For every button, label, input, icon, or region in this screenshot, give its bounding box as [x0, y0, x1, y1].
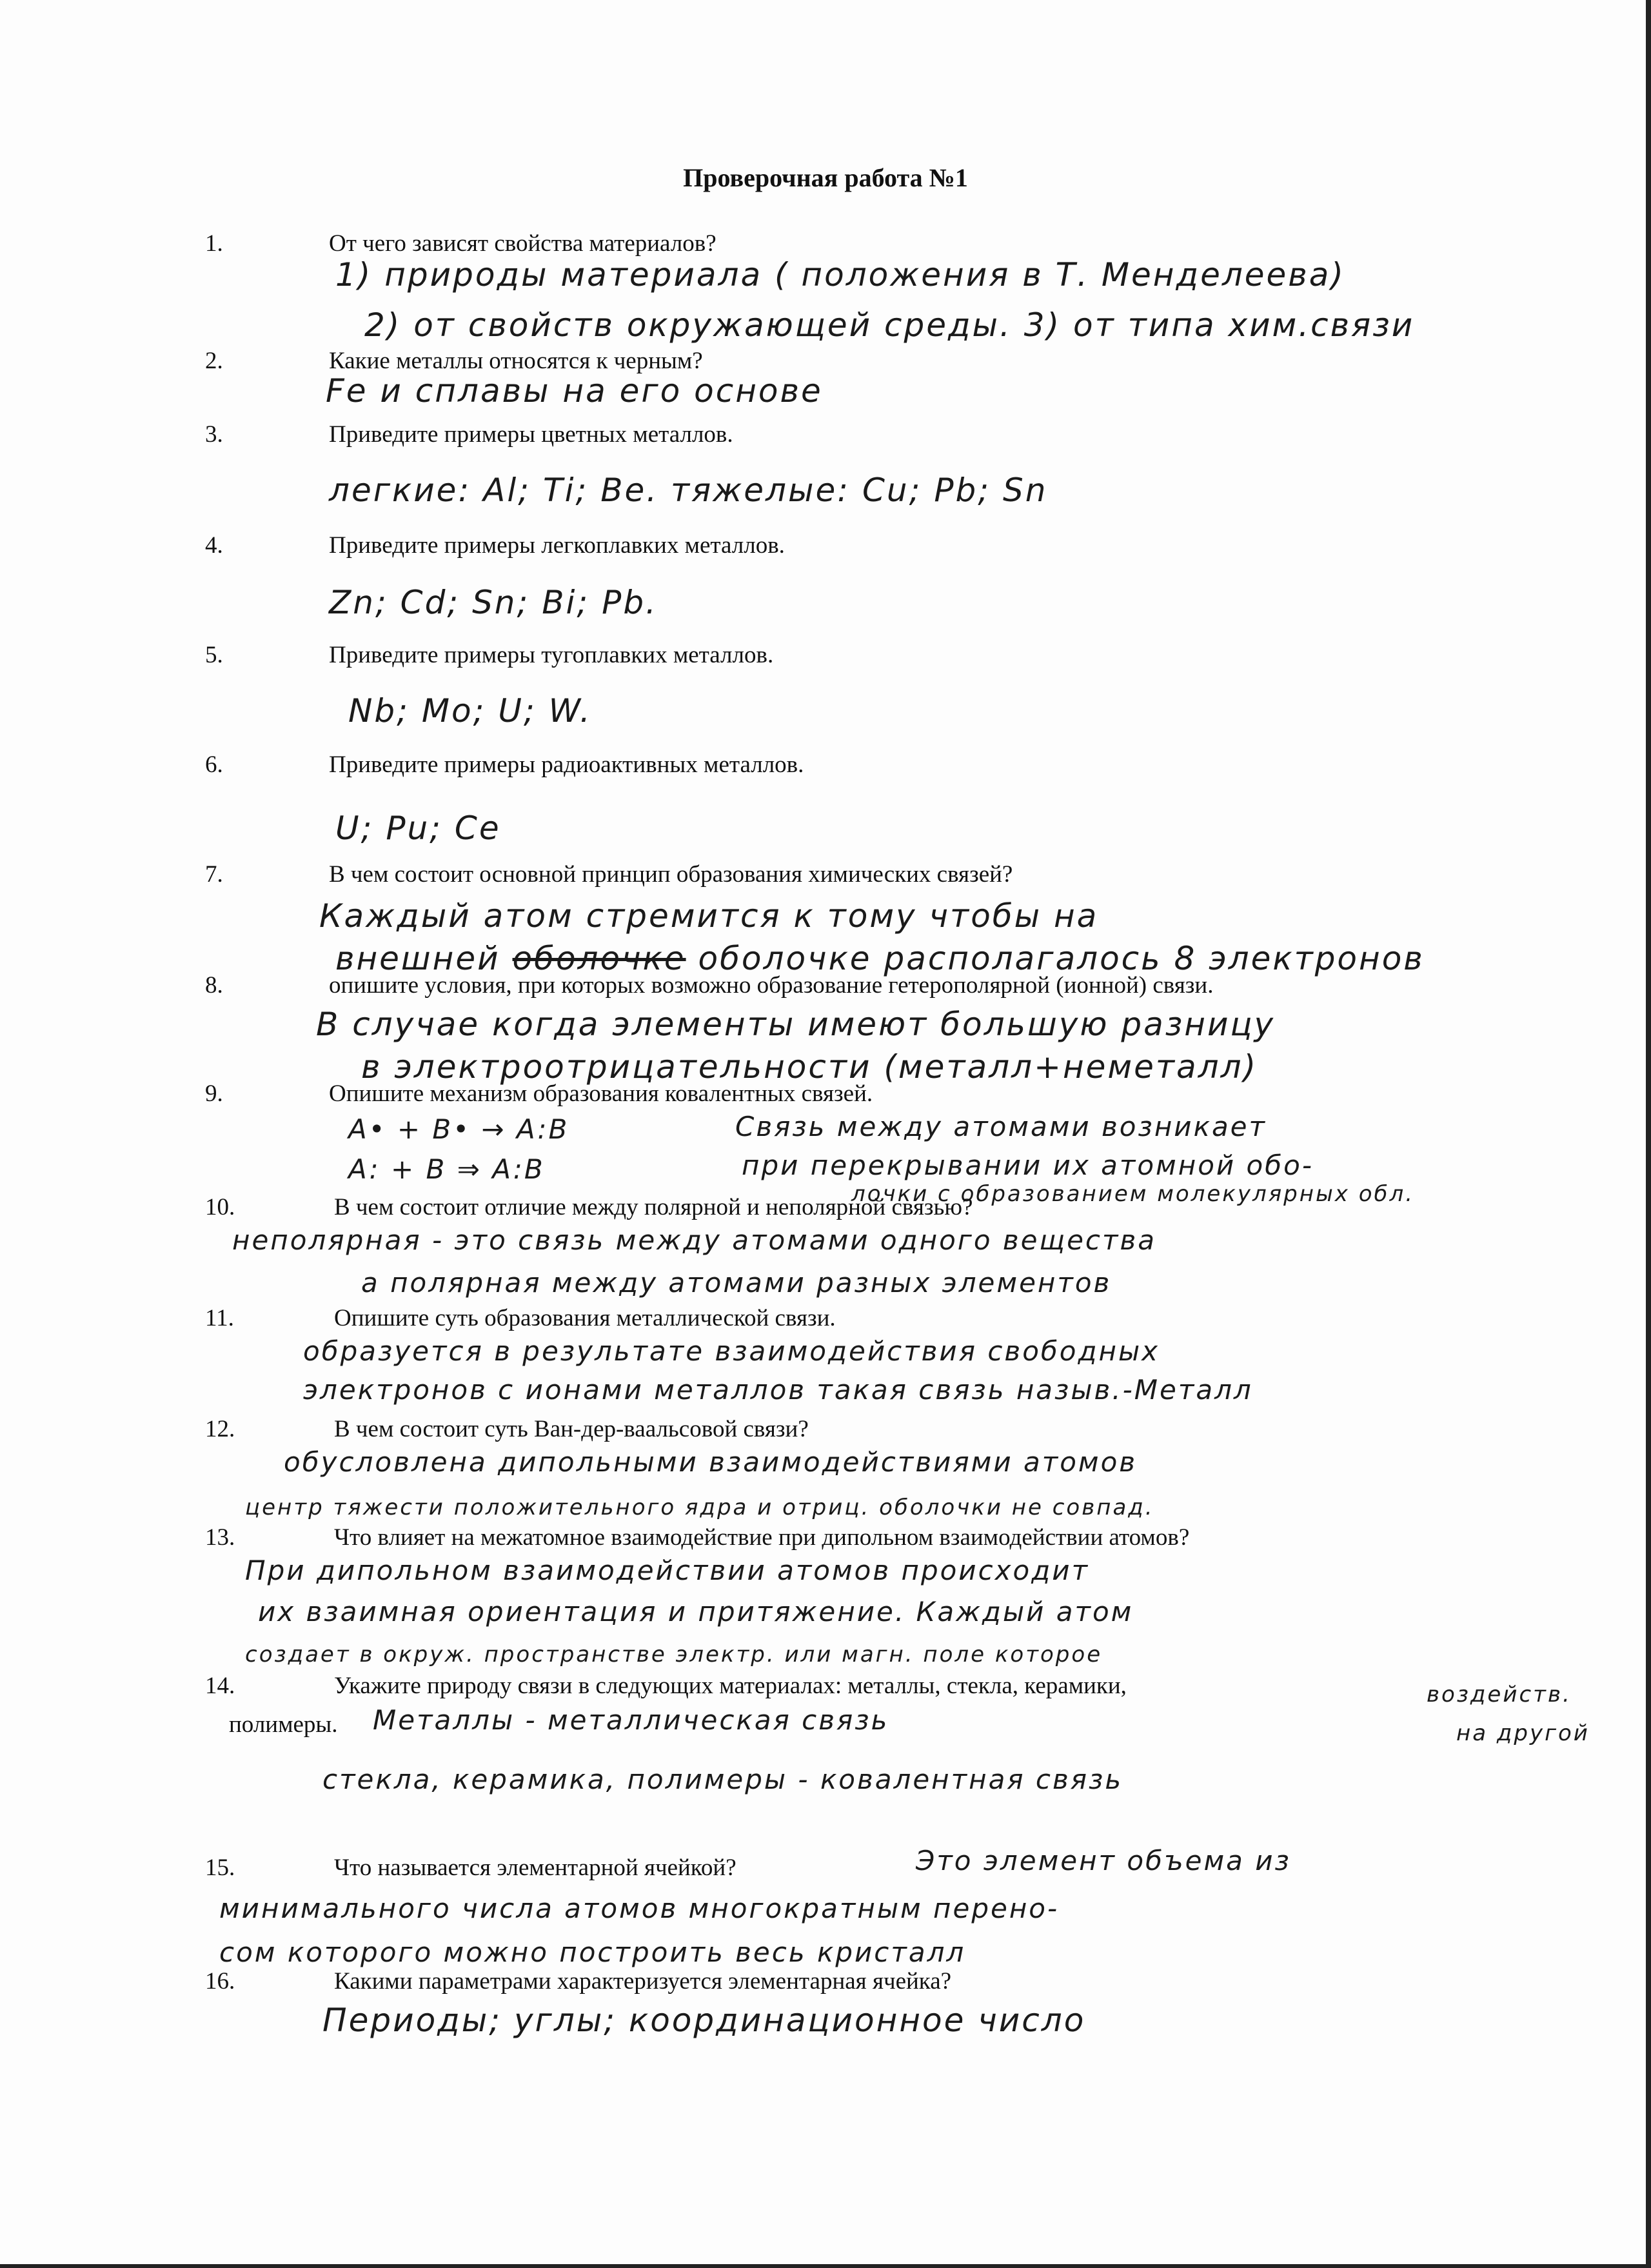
page-title: Проверочная работа №1	[683, 163, 968, 192]
question-number: 6.	[205, 751, 223, 778]
handwritten-answer: их взаимная ориентация и притяжение. Каждый атом	[258, 1596, 1134, 1627]
handwritten-answer: неполярная - это связь между атомами одного вещества	[232, 1224, 1156, 1256]
handwritten-answer: Zn; Cd; Sn; Bi; Pb.	[329, 584, 658, 621]
question-text: От чего зависят свойства материалов?	[329, 230, 717, 257]
handwritten-answer: U; Pu; Ce	[335, 810, 501, 847]
question-text: опишите условия, при которых возможно образование гетерополярной (ионной) связи.	[329, 972, 1214, 999]
handwritten-answer: Периоды; углы; координационное число	[322, 2002, 1086, 2039]
handwritten-answer: стекла, керамика, полимеры - ковалентная связь	[322, 1764, 1123, 1795]
handwritten-answer: центр тяжести положительного ядра и отриц. оболочки не совпад.	[245, 1495, 1154, 1520]
handwritten-answer	[335, 940, 1425, 977]
question-text-continued: полимеры.	[229, 1711, 338, 1738]
question-number: 10.	[205, 1194, 235, 1220]
handwritten-answer: Это элемент объема из	[916, 1845, 1291, 1876]
question-number: 11.	[205, 1305, 234, 1331]
handwritten-answer: при перекрывании их атомной обо-	[742, 1149, 1314, 1181]
question-text: Опишите суть образования металлической связи.	[334, 1305, 836, 1331]
handwritten-answer: В случае когда элементы имеют большую разницу	[316, 1006, 1276, 1043]
handwritten-answer: а полярная между атомами разных элементов	[361, 1267, 1112, 1298]
question-number: 8.	[205, 972, 223, 999]
question-number: 15.	[205, 1855, 235, 1881]
question-text: Укажите природу связи в следующих материалах: металлы, стекла, керамики,	[334, 1673, 1127, 1699]
question-text: Какие металлы относятся к черным?	[329, 348, 703, 374]
question-number: 9.	[205, 1080, 223, 1107]
handwritten-formula: A: + B ⇒ A:B	[348, 1153, 545, 1185]
handwritten-answer: легкие: Al; Ti; Be. тяжелые: Cu; Pb; Sn	[329, 472, 1048, 509]
question-text: В чем состоит отличие между полярной и неполярной связью?	[334, 1194, 973, 1220]
question-number: 1.	[205, 230, 223, 257]
handwritten-answer: сом которого можно построить весь кристалл	[219, 1936, 966, 1968]
question-number: 12.	[205, 1416, 235, 1442]
question-text: В чем состоит основной принцип образования химических связей?	[329, 861, 1013, 888]
handwritten-answer: лочки с образованием молекулярных обл.	[851, 1181, 1415, 1207]
handwritten-margin-note: на другой	[1456, 1720, 1590, 1746]
handwritten-answer: электронов с ионами металлов такая связь назыв.-Металл	[303, 1374, 1253, 1406]
handwritten-answer: Fe и сплавы на его основе	[326, 372, 823, 410]
question-text: Что называется элементарной ячейкой?	[334, 1855, 737, 1881]
handwritten-text: оболочке располагалось 8 электронов	[686, 940, 1425, 977]
handwritten-answer: Металлы - металлическая связь	[373, 1704, 889, 1736]
handwritten-answer: Nb; Mo; U; W.	[348, 692, 592, 730]
handwritten-answer: 2) от свойств окружающей среды. 3) от типа хим.связи	[364, 306, 1415, 344]
handwritten-answer: При дипольном взаимодействии атомов происходит	[245, 1555, 1090, 1586]
scan-edge-bottom	[0, 2264, 1651, 2268]
question-text: Опишите механизм образования ковалентных связей.	[329, 1080, 873, 1107]
question-text: Что влияет на межатомное взаимодействие при дипольном взаимодействии атомов?	[334, 1524, 1190, 1551]
question-text: Какими параметрами характеризуется элементарная ячейка?	[334, 1968, 952, 1994]
question-text: В чем состоит суть Ван-дер-ваальсовой связи?	[334, 1416, 809, 1442]
question-number: 14.	[205, 1673, 235, 1699]
question-text: Приведите примеры легкоплавких металлов.	[329, 532, 785, 559]
handwritten-answer: минимального числа атомов многократным перено-	[219, 1893, 1060, 1924]
question-text: Приведите примеры цветных металлов.	[329, 421, 733, 448]
handwritten-answer: Каждый атом стремится к тому чтобы на	[319, 897, 1099, 935]
handwritten-answer: обусловлена дипольными взаимодействиями атомов	[284, 1446, 1138, 1478]
crossed-out-text: оболочке	[512, 940, 686, 977]
handwritten-answer: Связь между атомами возникает	[735, 1111, 1267, 1142]
question-text: Приведите примеры тугоплавких металлов.	[329, 642, 774, 668]
handwritten-formula: A• + B• → A:B	[348, 1113, 569, 1145]
question-number: 4.	[205, 532, 223, 559]
handwritten-answer: образуется в результате взаимодействия свободных	[303, 1335, 1160, 1367]
question-number: 13.	[205, 1524, 235, 1551]
question-number: 7.	[205, 861, 223, 888]
question-text: Приведите примеры радиоактивных металлов.	[329, 751, 804, 778]
handwritten-answer: создает в окруж. пространстве электр. или магн. поле которое	[245, 1642, 1103, 1667]
handwritten-margin-note: воздейств.	[1427, 1682, 1572, 1707]
handwritten-answer: 1) природы материала ( положения в Т. Менделеева)	[335, 256, 1345, 293]
question-number: 3.	[205, 421, 223, 448]
scan-edge-right	[1646, 0, 1651, 2268]
handwritten-text: внешней	[335, 940, 513, 977]
question-number: 2.	[205, 348, 223, 374]
handwritten-answer: в электроотрицательности (металл+неметалл)	[361, 1048, 1258, 1086]
question-number: 5.	[205, 642, 223, 668]
question-number: 16.	[205, 1968, 235, 1994]
